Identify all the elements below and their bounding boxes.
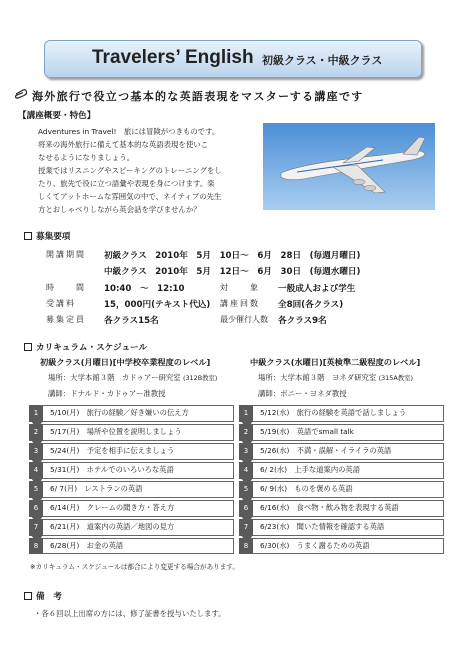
period-label: 開講期間	[46, 250, 86, 259]
intermediate-lesson-row	[240, 424, 444, 441]
lesson-text: 5/26(水) 不満・誤解・イライラの英語	[260, 445, 392, 455]
overview-heading: 【講座概要・特色】	[18, 111, 96, 121]
overview-line: 授業ではリスニングやスピーキングのトレーニングをし	[38, 166, 222, 175]
remarks-text: ・各６回以上出席の方には、修了証書を授与いたします。	[34, 609, 226, 618]
lesson-number: 2	[239, 424, 253, 441]
sessions-label: 講座回数	[220, 299, 260, 308]
intermediate-lesson-row	[240, 481, 444, 498]
sessions-value: 全8回(各クラス)	[278, 300, 344, 310]
intermediate-lesson-row	[240, 443, 444, 460]
overview-line: 将来の海外旅行に備えて基本的な英語表現を使いこ	[38, 140, 208, 149]
lesson-number: 8	[29, 538, 43, 555]
min-participants-label: 最少催行人数	[220, 315, 268, 324]
capacity-label: 募集定員	[46, 315, 86, 324]
target-label: 対 象	[220, 283, 260, 292]
period-row-intermediate: 中級クラス 2010年 5月 12日〜 6月 30日 (毎週水曜日)	[104, 267, 361, 277]
airplane-image	[263, 123, 435, 210]
requirements-heading	[24, 230, 70, 242]
checkbox-icon	[24, 592, 32, 600]
time-label: 時 間	[46, 283, 86, 292]
intermediate-class-title: 中級クラス(水曜日)[英検準二級程度のレベル]	[250, 357, 421, 367]
lesson-number: 4	[239, 462, 253, 479]
fee-label: 受講料	[46, 299, 76, 308]
lesson-text: 5/17(月) 場所や位置を説明しましょう	[50, 426, 182, 436]
lesson-number: 6	[239, 500, 253, 517]
lesson-number: 3	[29, 443, 43, 460]
intermediate-lesson-row	[240, 538, 444, 555]
overview-line: しくてアットホームな雰囲気の中で、ネイティブの先生	[38, 192, 222, 201]
curriculum-heading	[24, 341, 147, 353]
intermediate-teacher: 講師：ボニー・ヨネダ教授	[258, 389, 347, 398]
intermediate-lesson-list	[240, 405, 444, 557]
beginner-place-text: 場所：大学本館３階 カドゥアー研究室	[48, 373, 181, 382]
requirements-heading-text: 募集要項	[36, 232, 71, 242]
remarks-heading-text: 備 考	[36, 592, 62, 602]
intermediate-lesson-row	[240, 519, 444, 536]
lesson-text: 6/16(水) 食べ物・飲み物を表現する英語	[260, 502, 399, 512]
intermediate-lesson-row	[240, 405, 444, 422]
beginner-class-title: 初級クラス(月曜日)[中学校卒業程度のレベル]	[40, 357, 211, 367]
lesson-number: 2	[29, 424, 43, 441]
lesson-text: 5/10(月) 旅行の経験／好き嫌いの伝え方	[50, 408, 189, 417]
lesson-text: 5/19(水) 英語でsmall talk	[260, 426, 354, 436]
page-subtitle: 初級クラス・中級クラス	[262, 54, 383, 67]
lesson-number: 4	[29, 462, 43, 479]
lesson-number: 6	[29, 500, 43, 517]
lesson-number: 7	[239, 519, 253, 536]
beginner-lesson-row	[30, 405, 234, 422]
checkbox-icon	[24, 232, 32, 240]
curriculum-heading-text: カリキュラム・スケジュール	[36, 343, 148, 353]
overview-line: Adventures in Travel! 旅には冒険がつきものです。	[38, 127, 220, 136]
beginner-lesson-row	[30, 538, 234, 555]
time-value: 10:40 〜 12:10	[104, 284, 185, 294]
checkbox-icon	[24, 343, 32, 351]
capacity-value: 各クラス15名	[104, 316, 159, 326]
beginner-lesson-list	[30, 405, 234, 557]
beginner-lesson-row	[30, 519, 234, 536]
lesson-number: 1	[239, 405, 253, 422]
beginner-teacher: 講師：ドナルド・カドゥアー准教授	[48, 389, 166, 398]
intermediate-place	[258, 372, 413, 383]
target-value: 一般成人および学生	[278, 284, 356, 294]
paperclip-icon	[14, 89, 28, 102]
lesson-text: 6/28(月) お金の英語	[50, 540, 124, 550]
lesson-text: 6/ 7(月) レストランの英語	[50, 483, 143, 493]
overview-line: 方とおしゃべりしながら英会話を学びませんか？	[38, 205, 201, 214]
beginner-place	[48, 372, 217, 383]
beginner-lesson-row	[30, 500, 234, 517]
lesson-number: 7	[29, 519, 43, 536]
lesson-text: 6/14(月) クレームの聞き方・答え方	[50, 502, 175, 512]
overview-line: なせるようになりましょう。	[38, 153, 135, 162]
beginner-lesson-row	[30, 481, 234, 498]
lesson-text: 6/23(水) 聞いた情報を確認する英語	[260, 521, 385, 531]
beginner-room: (312B教室)	[183, 374, 218, 382]
intermediate-place-text: 場所：大学本館３階 ヨネダ研究室	[258, 373, 377, 382]
lesson-text: 5/12(水) 旅行の経験を英語で話しましょう	[260, 408, 407, 417]
intermediate-room: (315A教室)	[378, 374, 413, 382]
page-title: Travelers’ English	[92, 47, 254, 68]
intermediate-lesson-row	[240, 462, 444, 479]
lesson-text: 5/31(月) ホテルでのいろいろな英語	[50, 464, 174, 474]
overview-line: たり、旅先で役に立つ語彙や表現を身につけます。楽	[38, 179, 215, 188]
lesson-text: 5/24(月) 予定を相手に伝えましょう	[50, 445, 175, 455]
beginner-lesson-row	[30, 462, 234, 479]
lesson-text: 6/ 9(水) ものを褒める英語	[260, 483, 353, 493]
lesson-number: 5	[29, 481, 43, 498]
tagline: 海外旅行で役立つ基本的な英語表現をマスターする講座です	[32, 90, 364, 103]
lesson-number: 1	[29, 405, 43, 422]
intermediate-lesson-row	[240, 500, 444, 517]
period-row-beginner: 初級クラス 2010年 5月 10日〜 6月 28日 (毎週月曜日)	[104, 251, 361, 261]
lesson-text: 6/21(月) 道案内の英語／地図の見方	[50, 521, 175, 531]
curriculum-note: ※カリキュラム・スケジュールは都合により変更する場合があります。	[30, 563, 239, 571]
lesson-number: 3	[239, 443, 253, 460]
beginner-lesson-row	[30, 443, 234, 460]
lesson-text: 6/30(水) うまく謝るための英語	[260, 540, 370, 550]
overview-text	[38, 125, 258, 216]
min-participants-value: 各クラス9名	[278, 316, 327, 326]
fee-value: 15，000円(テキスト代込)	[104, 300, 211, 310]
lesson-number: 8	[239, 538, 253, 555]
lesson-text: 6/ 2(水) 上手な道案内の英語	[260, 464, 361, 474]
lesson-number: 5	[239, 481, 253, 498]
remarks-heading	[24, 590, 62, 602]
beginner-lesson-row	[30, 424, 234, 441]
